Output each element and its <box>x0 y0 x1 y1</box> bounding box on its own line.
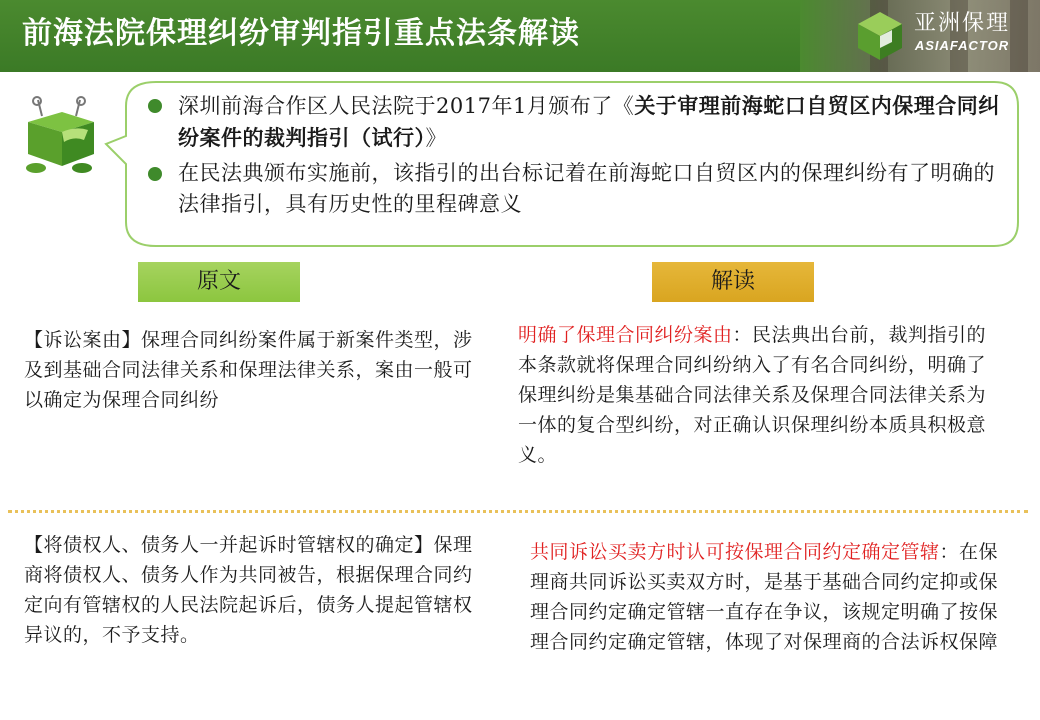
header-bar <box>0 0 1040 72</box>
section-1-interp-text: ：民法典出台前，裁判指引的本条款就将保理合同纠纷纳入了有名合同纠纷，明确了保理纠纷是集基础合同法律关系及保理合同法律关系为一体的复合型纠纷，对正确认识保理纠纷本质具积极意义。 <box>518 324 987 466</box>
section-2-interpretation <box>530 537 1000 657</box>
interpretation-label: 解读 <box>652 262 814 302</box>
section-1-original: 【诉讼案由】保理合同纠纷案件属于新案件类型，涉及到基础合同法律关系和保理法律关系，案由一般可以确定为保理合同纠纷 <box>24 329 473 411</box>
section-2-highlight: 共同诉讼买卖方时认可按保理合同约定确定管辖 <box>530 541 940 563</box>
original-text-label: 原文 <box>138 262 300 302</box>
brand-logo <box>906 10 1018 54</box>
brand-name-en: ASIAFACTOR <box>914 38 1010 53</box>
guideline-document-title: 关于审理前海蛇口自贸区内保理合同纠纷案件的裁判指引（试行） <box>178 93 1000 150</box>
intro-speech-bubble <box>104 80 1022 252</box>
green-box-mascot-icon <box>18 96 104 182</box>
section-1-interpretation <box>518 320 1000 470</box>
page-title: 前海法院保理纠纷审判指引重点法条解读 <box>22 16 580 51</box>
section-2-original: 【将债权人、债务人一并起诉时管辖权的确定】保理商将债权人、债务人作为共同被告，根据保理合同约定向有管辖权的人民法院起诉后，债务人提起管辖权异议的，不予支持。 <box>24 534 473 646</box>
bullet-2-text: 在民法典颁布实施前，该指引的出台标记着在前海蛇口自贸区内的保理纠纷有了明确的法律指引，具有历史性的里程碑意义 <box>178 161 995 216</box>
green-cube-logo-icon <box>852 8 908 64</box>
intro-bullet-2 <box>144 158 1006 220</box>
section-1-highlight: 明确了保理合同纠纷案由 <box>518 324 733 346</box>
section-2-interp-text: ：在保理商共同诉讼买卖双方时，是基于基础合同约定抑或保理合同约定确定管辖一直存在争议，该规定明确了按保理合同约定确定管辖，体现了对保理商的合法诉权保障 <box>530 541 999 653</box>
dotted-divider <box>8 510 1028 513</box>
bullet-dot-icon <box>148 167 162 181</box>
bullet-1-tail: 》 <box>425 126 447 150</box>
intro-bullets <box>144 90 1006 224</box>
bullet-dot-icon <box>148 99 162 113</box>
brand-name-cn: 亚洲保理 <box>913 11 1010 36</box>
intro-bullet-1 <box>144 90 1006 154</box>
bullet-1-plain-text: 深圳前海合作区人民法院于2017年1月颁布了《 <box>178 94 635 118</box>
